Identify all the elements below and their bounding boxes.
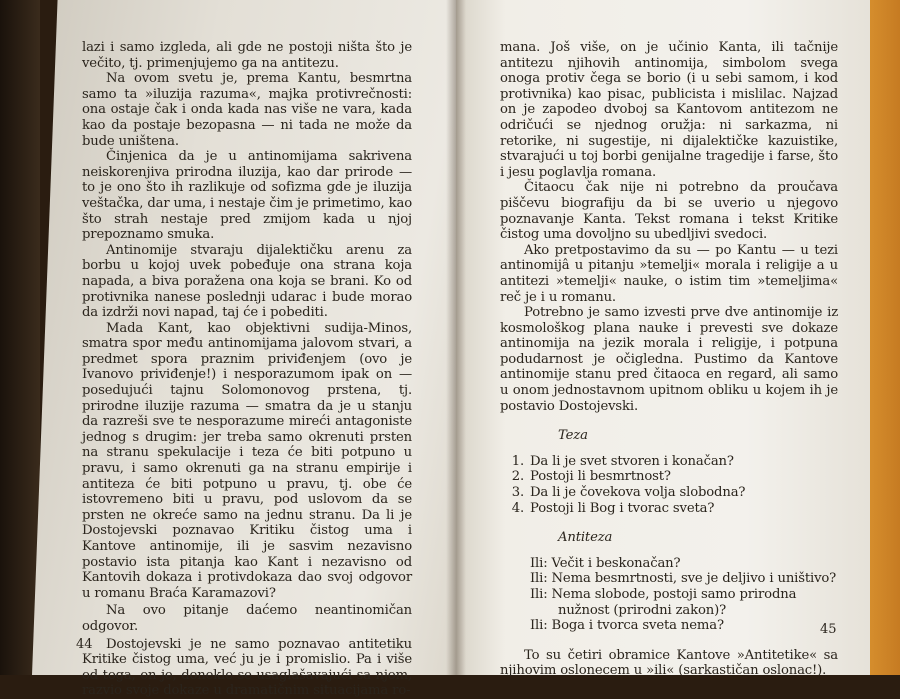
- teza-heading: Teza: [558, 428, 588, 444]
- list-item: Ili: Nema slobode, postoji samo prirodna nužnost (prirodni zakon)?: [530, 587, 797, 618]
- paragraph: lazi i samo izgleda, ali gde ne postoji ništa što je večito, tj. primenjujemo ga na antitezu.: [82, 40, 412, 71]
- list-item: 1. Da li je svet stvoren i konačan?: [511, 453, 734, 469]
- list-item: 2. Postoji li besmrtnost?: [511, 469, 671, 485]
- book-gutter: [446, 0, 466, 675]
- closing-paragraph: To su četiri obramice Kantove »Antitetike« sa njihovim oslonecem u »ili« (sarkastičan oslonac!).: [500, 647, 838, 679]
- paragraph: mana. Još više, on je učinio Kanta, ili tačnije antitezu njihovih antinomija, simbolom svega onoga protiv čega se borio (i u sebi samom, i kod protivnika) kao pisac, publicista i mislilac. Najzad on je zapodeo dvoboj sa Kantovom antitezom ne odričući se njednog oružja: ni sarkazma, ni retorike, ni sugestije, ni dijalektičke kazuistike, stvarajući u toj borbi genijalne tragedije i farse, što i jesu poglavlja romana.: [500, 40, 838, 180]
- list-item: Ili: Boga i tvorca sveta nema?: [530, 618, 724, 634]
- paragraph: Činjenica da je u antinomijama sakrivena neiskorenjiva prirodna iluzija, kao dar prirode — to je ono što ih razlikuje od sofizma gde je iluzija veštačka, dar uma, i nestaje čim je primetimo, kao što strah nestaje pred zmijom kada u njoj prepoznamo smuka.: [82, 149, 412, 243]
- teza-list: [500, 454, 838, 516]
- paragraph: Mada Kant, kao objektivni sudija-Minos, smatra spor među antinomijama jalovom stvari, a predmet spora praznim priviđenjem (ovo je Ivanovo priviđenje!) i nesporazumom ipak on — posedujući tajnu Solomonovog prstena, tj. prirodne iluzije razuma — smatra da je u stanju da razreši sve te nesporazume mireći antagoniste jednog s drugim: jer treba samo okrenuti prsten na stranu spekulacije i teza će biti potpuno u pravu, i samo okrenuti ga na stranu empirije i antiteza će biti potpuno u pravu, tj. obe će istovremeno biti u pravu, pod uslovom da se prsten ne okreće samo na jednu stranu. Da li je Dostojevski poznavao Kritiku čistog uma i Kantove antinomije, ili je sasvim nezavisno postavio ista pitanja kao Kant i nezavisno od Kantovih dokaza i protivdokaza dao svoj odgovor u romanu Braća Karamazovi?: [82, 320, 412, 601]
- list-item: Ili: Nema besmrtnosti, sve je deljivo i uništivo?: [530, 571, 837, 587]
- page-number-right: 45: [820, 622, 837, 637]
- paragraph: Na ovom svetu je, prema Kantu, besmrtna samo ta »iluzija razuma«, majka protivrečnosti: ona ostaje čak i onda kada nas više ne vara, kada kao da postaje bezopasna — ni tada ne može da bude uništena.: [82, 71, 412, 149]
- paragraph: Na ovo pitanje daćemo neantinomičan odgovor.: [82, 603, 412, 634]
- left-page-text: [82, 40, 412, 699]
- paragraph: Potrebno je samo izvesti prve dve antinomije iz kosmološkog plana nauke i prevesti sve dokaze antinomija na jezik morala i religije, i potpuna podudarnost je očigledna. Pustimo da Kantove antinomije stanu pred čitaoca en regard, ali samo u onom jednostavnom upitnom obliku u kojem ih je postavio Dostojevski.: [500, 305, 838, 414]
- list-item: 4. Postoji li Bog i tvorac sveta?: [511, 500, 715, 516]
- paragraph: Čitaocu čak nije ni potrebno da proučava piščevu biografiju da bi se uverio u njegovo poznavanje Kanta. Tekst romana i tekst Kritike čistog uma dovoljno su ubedljivi svedoci.: [500, 180, 838, 243]
- paragraph: Dostojevski je ne samo poznavao antitetiku Kritike čistog uma, već ju je i promislio. Pa i više od toga, on je, donekle se usaglašavajući sa njom, razvio svoje dokaze u dramatičnim situacijama ro-: [82, 636, 412, 699]
- right-page-text: [500, 40, 838, 679]
- antiteza-heading: Antiteza: [558, 530, 613, 546]
- background-left: [0, 0, 40, 675]
- list-item: 3. Da li je čovekova volja slobodna?: [511, 485, 746, 501]
- list-item: Ili: Večit i beskonačan?: [530, 555, 681, 571]
- page-number-left: 44: [76, 637, 93, 652]
- paragraph: Antinomije stvaraju dijalektičku arenu za borbu u kojoj uvek pobeđuje ona strana koja napada, a biva poražena ona koja se brani. Ko od protivnika nanese poslednji udarac i bude morao da izdrži novi napad, taj će i pobediti.: [82, 242, 412, 321]
- paragraph: Ako pretpostavimo da su — po Kantu — u tezi antinomijâ u pitanju »temelji« morala i religije a u antitezi »temelji« nauke, o istim tim »temeljima« reč je i u romanu.: [500, 242, 838, 305]
- antiteza-list: [500, 556, 838, 634]
